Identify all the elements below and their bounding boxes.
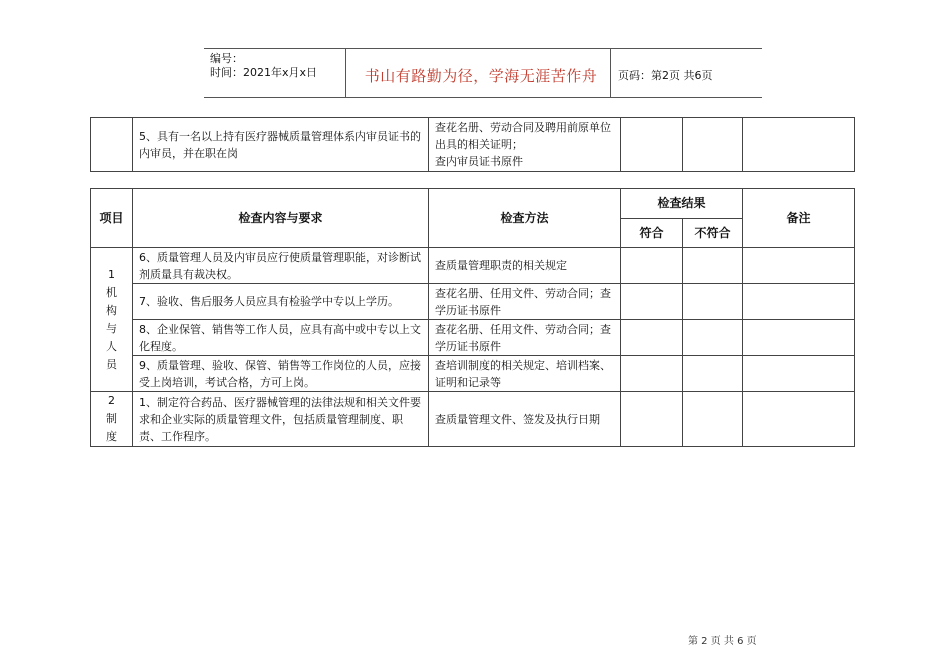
content-cell: 9、质量管理、验收、保管、销售等工作岗位的人员，应接受上岗培训，考试合格，方可上岗。 <box>133 356 429 392</box>
header-item: 项目 <box>91 189 133 248</box>
conform-cell <box>621 284 683 320</box>
section-label-line: 员 <box>106 357 117 371</box>
conform-cell <box>621 392 683 447</box>
header-result: 检查结果 <box>621 189 743 219</box>
section-label-line: 构 <box>106 303 117 317</box>
nonconform-cell <box>683 392 743 447</box>
section-label-personnel <box>91 248 133 392</box>
content-cell: 8、企业保管、销售等工作人员，应具有高中或中专以上文化程度。 <box>133 320 429 356</box>
continuation-table <box>90 117 855 172</box>
header-meta <box>210 52 317 80</box>
remarks-cell <box>743 284 855 320</box>
section-label-line: 与 <box>106 321 117 335</box>
header-row <box>91 189 855 219</box>
conform-cell <box>621 320 683 356</box>
conform-cell <box>621 356 683 392</box>
nonconform-cell <box>683 320 743 356</box>
section-label-system <box>91 392 133 447</box>
content-cell: 6、质量管理人员及内审员应行使质量管理职能，对诊断试剂质量具有裁决权。 <box>133 248 429 284</box>
header-motto: 书山有路勤为径，学海无涯苦作舟 <box>364 67 598 85</box>
document-time: 时间：2021年x月x日 <box>210 66 318 79</box>
table-row <box>91 248 855 284</box>
remarks-cell <box>743 356 855 392</box>
nonconform-cell <box>683 248 743 284</box>
nonconform-cell <box>683 356 743 392</box>
conform-cell <box>621 118 683 172</box>
remarks-cell <box>743 248 855 284</box>
header-content: 检查内容与要求 <box>133 189 429 248</box>
header-remarks: 备注 <box>743 189 855 248</box>
content-cell: 1、制定符合药品、医疗器械管理的法律法规和相关文件要求和企业实际的质量管理文件，包括质量管理制度、职责、工作程序。 <box>133 392 429 447</box>
content-cell: 7、验收、售后服务人员应具有检验学中专以上学历。 <box>133 284 429 320</box>
method-cell: 查质量管理文件、签发及执行日期 <box>429 392 621 447</box>
table-row <box>91 392 855 447</box>
table-row <box>91 118 855 172</box>
header-method: 检查方法 <box>429 189 621 248</box>
method-cell <box>429 118 621 172</box>
page-footer: 第 2 页 共 6 页 <box>688 636 757 647</box>
document-number-label: 编号： <box>210 52 243 65</box>
remarks-cell <box>743 118 855 172</box>
section-label-line: 1 <box>108 267 115 281</box>
nonconform-cell <box>683 118 743 172</box>
conform-cell <box>621 248 683 284</box>
remarks-cell <box>743 320 855 356</box>
method-cell: 查质量管理职责的相关规定 <box>429 248 621 284</box>
section-label-line: 人 <box>106 339 117 353</box>
page-header <box>204 48 762 98</box>
section-label-line: 2 <box>108 394 115 407</box>
header-divider <box>345 49 346 97</box>
section-label-line: 度 <box>106 430 117 443</box>
table-row <box>91 320 855 356</box>
method-line: 查花名册、劳动合同及聘用前原单位出具的相关证明； <box>435 121 611 151</box>
header-divider <box>610 49 611 97</box>
method-cell: 查花名册、任用文件、劳动合同；查学历证书原件 <box>429 284 621 320</box>
nonconform-cell <box>683 284 743 320</box>
method-cell: 查培训制度的相关规定、培训档案、证明和记录等 <box>429 356 621 392</box>
item-cell <box>91 118 133 172</box>
inspection-table <box>90 188 855 447</box>
content-cell: 5、具有一名以上持有医疗器械质量管理体系内审员证书的内审员，并在职在岗 <box>133 118 429 172</box>
section-label-line: 机 <box>106 285 117 299</box>
method-line: 查内审员证书原件 <box>435 155 523 168</box>
header-page-info: 页码：第2页 共6页 <box>618 69 713 82</box>
table-row <box>91 284 855 320</box>
section-label-line: 制 <box>106 412 117 425</box>
header-conform: 符合 <box>621 219 683 248</box>
header-nonconform: 不符合 <box>683 219 743 248</box>
remarks-cell <box>743 392 855 447</box>
table-row <box>91 356 855 392</box>
method-cell: 查花名册、任用文件、劳动合同；查学历证书原件 <box>429 320 621 356</box>
